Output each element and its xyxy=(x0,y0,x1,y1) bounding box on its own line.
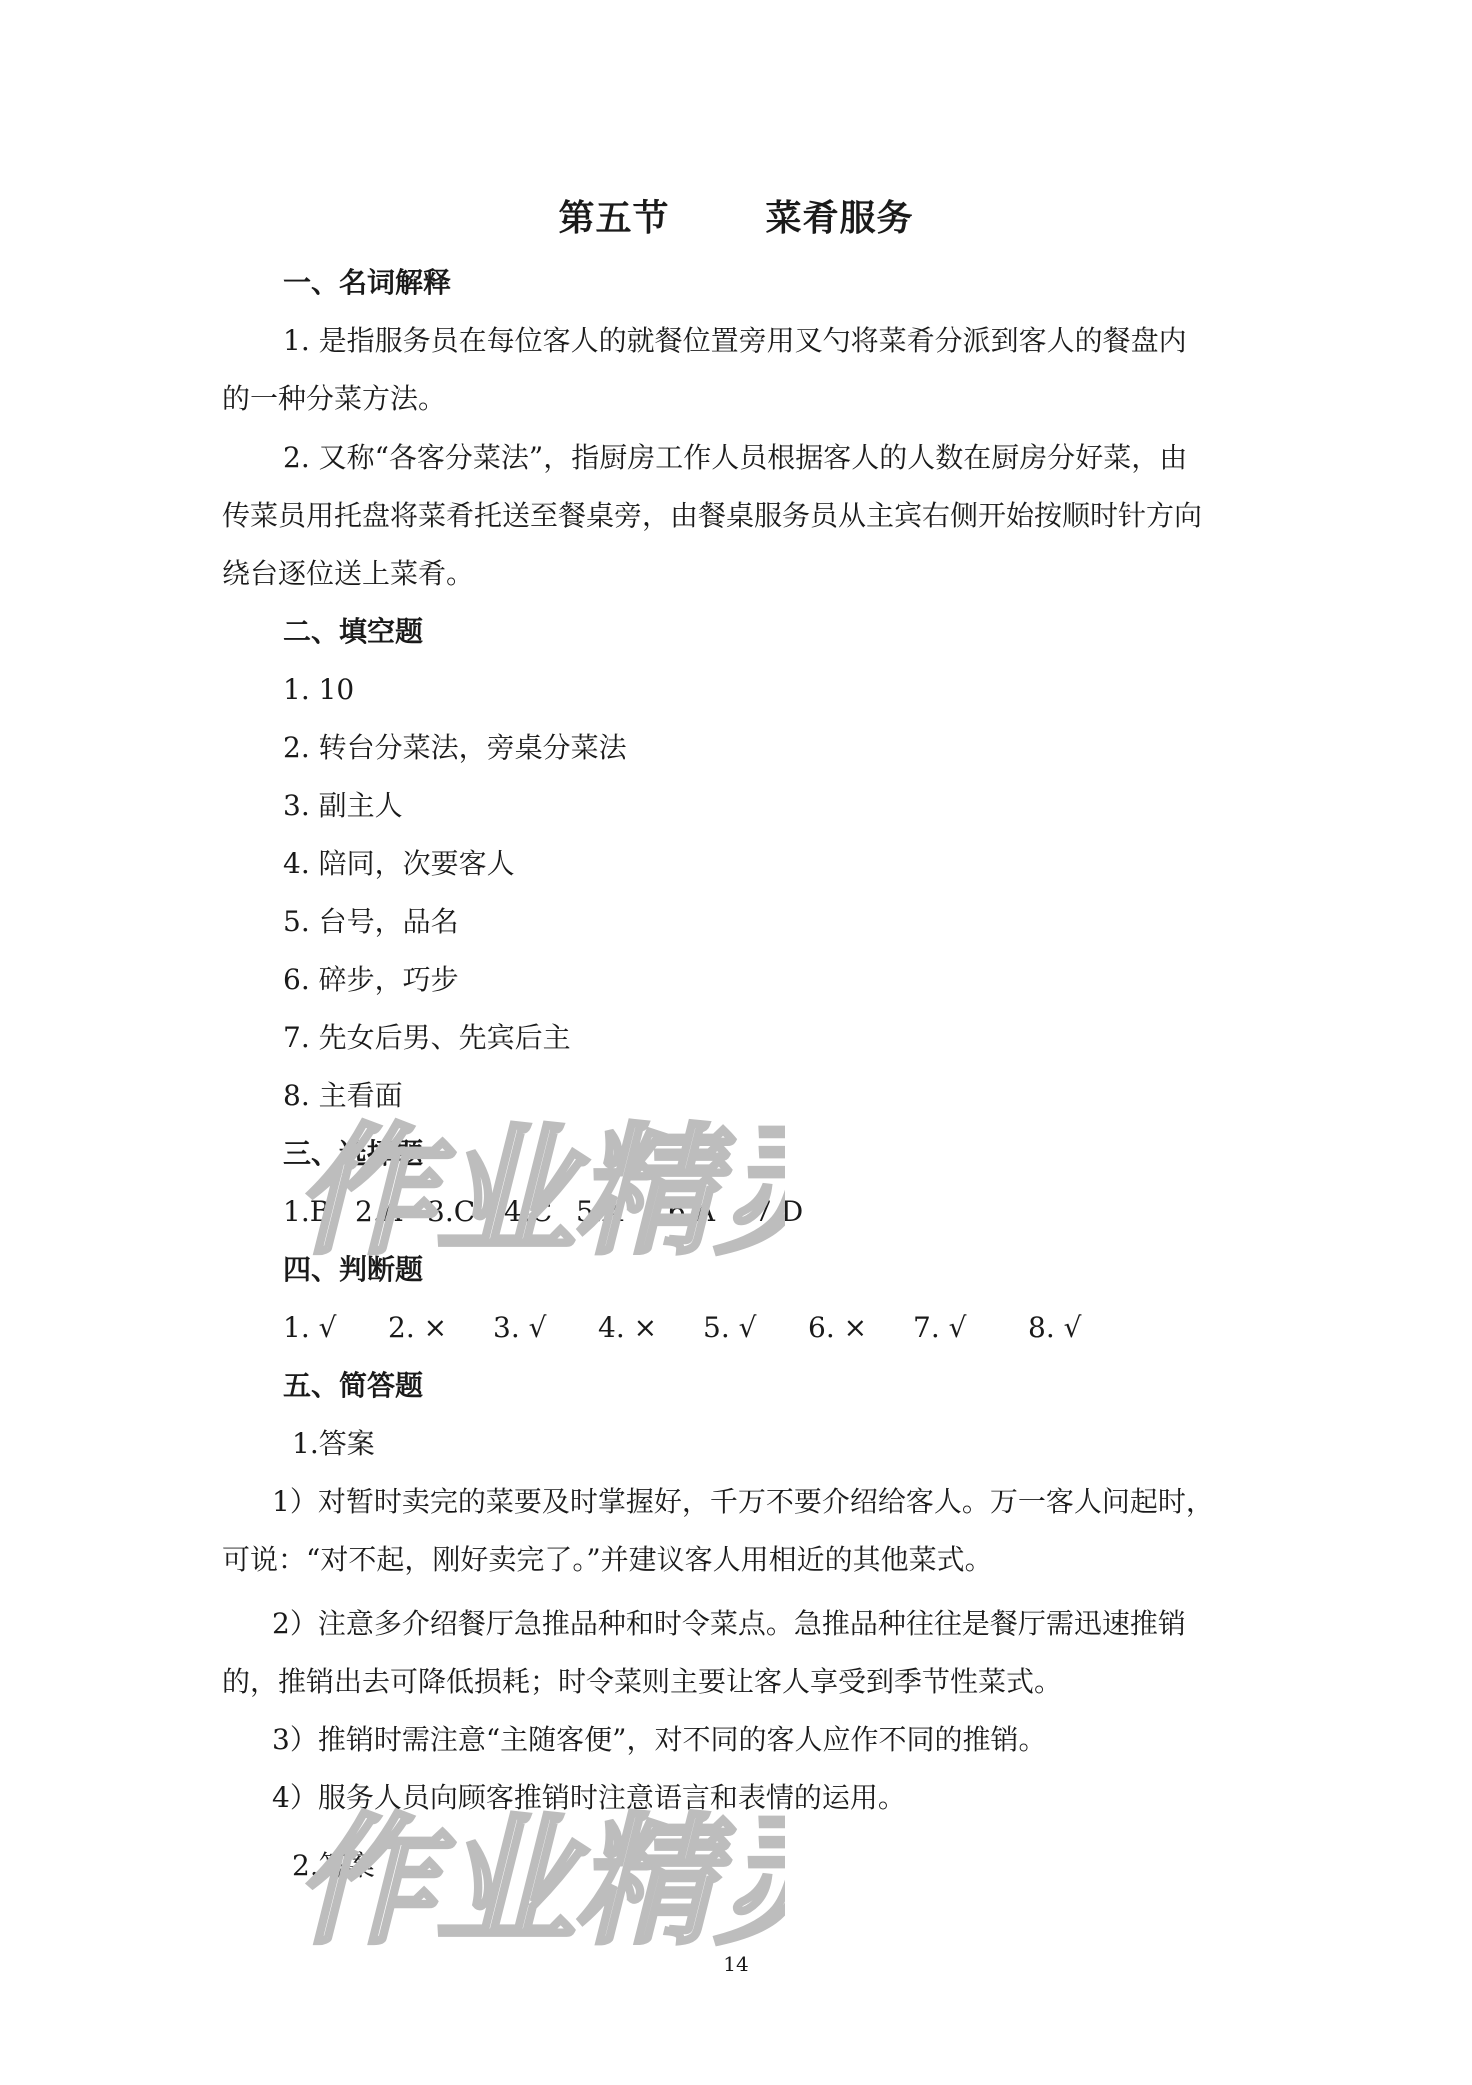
choice-answer: 5.A xyxy=(576,1195,623,1228)
watermark-logo xyxy=(285,1790,785,1960)
title-section-number: 第五节 xyxy=(558,197,670,239)
fill-blank-item: 7. 先女后男、先宾后主 xyxy=(283,1021,571,1054)
definition-2-line-1: 2. 又称“各客分菜法”，指厨房工作人员根据客人的人数在厨房分好菜，由 xyxy=(283,441,1188,474)
choice-answer: 7.D xyxy=(754,1195,804,1228)
watermark-text: 作业精 xyxy=(295,1801,716,1960)
watermark-logo-graphic xyxy=(285,1100,785,1270)
section-heading-fill-blank: 二、填空题 xyxy=(283,615,424,648)
true-false-answer: 6. × xyxy=(808,1311,868,1344)
true-false-answer: 4. × xyxy=(598,1311,658,1344)
section-heading-multiple-choice: 三、选择题 xyxy=(283,1137,424,1170)
true-false-answers xyxy=(283,1308,1081,1348)
choice-answer: 1.B xyxy=(283,1195,331,1228)
page-title xyxy=(0,190,1472,241)
fill-blank-item: 3. 副主人 xyxy=(283,789,403,822)
definition-1-line-2: 的一种分菜方法。 xyxy=(222,382,447,415)
true-false-answer: 3. √ xyxy=(493,1311,547,1344)
page-number: 14 xyxy=(723,1952,749,1976)
watermark-logo xyxy=(285,1100,785,1270)
choice-answer: 4.C xyxy=(504,1195,553,1228)
short-answer-point-3: 3）推销时需注意“主随客便”，对不同的客人应作不同的推销。 xyxy=(272,1723,1047,1756)
short-answer-point-4: 4）服务人员向顾客推销时注意语言和表情的运用。 xyxy=(272,1781,906,1814)
short-answer-1-label: 1.答案 xyxy=(292,1427,375,1460)
definition-1-line-1: 1. 是指服务员在每位客人的就餐位置旁用叉勺将菜肴分派到客人的餐盘内 xyxy=(283,324,1187,357)
section-heading-definitions: 一、名词解释 xyxy=(283,266,452,299)
fill-blank-item: 5. 台号，品名 xyxy=(283,905,459,938)
section-heading-true-false: 四、判断题 xyxy=(283,1253,424,1286)
true-false-answer: 5. √ xyxy=(703,1311,757,1344)
true-false-answer: 8. √ xyxy=(1028,1311,1082,1344)
short-answer-point-2-line-2: 的，推销出去可降低损耗；时令菜则主要让客人享受到季节性菜式。 xyxy=(222,1665,1063,1698)
short-answer-point-1-line-1: 1）对暂时卖完的菜要及时掌握好，千万不要介绍给客人。万一客人问起时， xyxy=(272,1485,1214,1518)
watermark-logo-graphic xyxy=(285,1790,785,1960)
short-answer-2-label: 2.答案 xyxy=(292,1849,375,1882)
section-heading-short-answer: 五、简答题 xyxy=(283,1369,424,1402)
true-false-answer: 1. √ xyxy=(283,1311,337,1344)
title-section-name: 菜肴服务 xyxy=(765,197,914,239)
definition-2-line-3: 绕台逐位送上菜肴。 xyxy=(222,557,475,590)
short-answer-point-2-line-1: 2）注意多介绍餐厅急推品种和时令菜点。急推品种往往是餐厅需迅速推销 xyxy=(272,1607,1186,1640)
choice-answer: 3.C xyxy=(427,1195,476,1228)
fill-blank-item: 6. 碎步，巧步 xyxy=(283,963,459,996)
definition-2-line-2: 传菜员用托盘将菜肴托送至餐桌旁，由餐桌服务员从主宾右侧开始按顺时针方向 xyxy=(222,499,1203,532)
choice-answer: 2.A xyxy=(355,1195,402,1228)
true-false-answer: 2. × xyxy=(388,1311,448,1344)
fill-blank-item: 1. 10 xyxy=(283,673,355,706)
fill-blank-item: 4. 陪同，次要客人 xyxy=(283,847,515,880)
choice-answer: 6.A xyxy=(668,1195,715,1228)
watermark-text: 作业精 xyxy=(295,1111,716,1270)
short-answer-point-1-line-2: 可说：“对不起，刚好卖完了。”并建议客人用相近的其他菜式。 xyxy=(222,1543,993,1576)
true-false-answer: 7. √ xyxy=(913,1311,967,1344)
fill-blank-item: 8. 主看面 xyxy=(283,1079,403,1112)
fill-blank-item: 2. 转台分菜法，旁桌分菜法 xyxy=(283,731,627,764)
